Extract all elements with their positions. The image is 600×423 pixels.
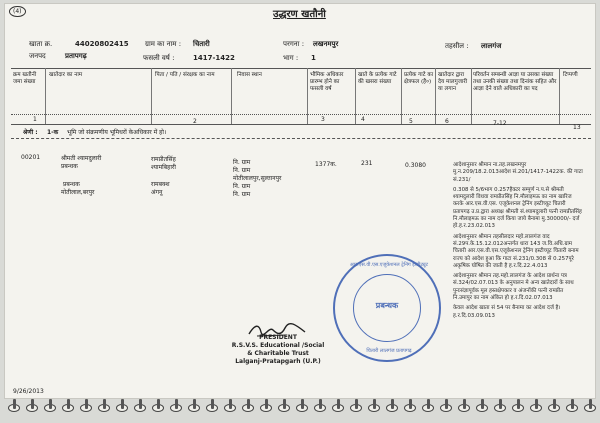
binding-wire-icon (247, 399, 250, 409)
owner1-place2: नि. ग्राम (233, 167, 251, 174)
shreni-code: 1-क (47, 129, 59, 136)
stamp-bottom-text: चितारी लालगंज प्रतापगढ़ (366, 348, 412, 354)
spiral-binding (0, 399, 600, 423)
shreni-rule (11, 138, 591, 139)
binding-wire-icon (409, 399, 412, 409)
col-divider (307, 68, 308, 124)
corner-mark: (4) (9, 6, 26, 17)
col-divider (45, 68, 46, 124)
owner2-father2: अंगनू (151, 189, 163, 196)
entry-serial: 00201 (21, 154, 41, 161)
owner1-role: प्रबन्धक (61, 163, 78, 170)
remark-entry: केवल आदेश खाता सं 54 पर बैनामा का आदेश दर्ज है। ह.र.दि.03.09.013 (453, 305, 561, 319)
col-number: 5 (409, 118, 413, 125)
gata-number: 231 (361, 160, 373, 167)
binding-wire-icon (193, 399, 196, 409)
seal-line: & Charitable Trust (247, 350, 309, 357)
col-header-niwas: निवास स्थान (237, 72, 262, 78)
page-title: उद्धरण खतौनी (273, 9, 326, 20)
binding-wire-icon (283, 399, 286, 409)
col-divider (231, 68, 232, 124)
owner2-name: प्रबन्धक (63, 181, 80, 188)
binding-wire-icon (85, 399, 88, 409)
print-date: 9/26/2013 (13, 388, 44, 395)
col-number: 13 (573, 124, 581, 131)
col-number: 1 (33, 116, 37, 123)
khatauni-document (4, 3, 596, 399)
tehsil-value: लालगंज (481, 42, 502, 50)
col-divider (355, 68, 356, 124)
fasli-value: 1417-1422 (193, 54, 235, 62)
col-number: 3 (321, 116, 325, 123)
binding-wire-icon (463, 399, 466, 409)
binding-wire-icon (355, 399, 358, 409)
seal-line: R.S.V.S. Educational /Social (231, 342, 325, 349)
col-divider (401, 68, 402, 124)
binding-wire-icon (67, 399, 70, 409)
owner2-place3: नि. ग्राम (233, 191, 251, 198)
owner1-place1: नि. ग्राम (233, 159, 251, 166)
binding-wire-icon (121, 399, 124, 409)
trust-seal (213, 334, 343, 366)
binding-wire-icon (265, 399, 268, 409)
seal-line: Lalganj-Pratapgarh (U.P.) (235, 358, 321, 365)
seal-line: PRESIDENT (259, 334, 297, 341)
gram-label: ग्राम का नाम : (145, 40, 182, 48)
binding-wire-icon (31, 399, 34, 409)
janpad-value: प्रतापगढ़ (65, 52, 87, 60)
owner2-father: रामबक्श (151, 181, 170, 188)
col-divider (471, 68, 472, 124)
binding-wire-icon (517, 399, 520, 409)
binding-wire-icon (229, 399, 232, 409)
janpad-label: जनपद (29, 52, 46, 60)
pargana-label: परगना : (283, 40, 305, 48)
col-header-bhoomi: भौमिक अधिकार प्रारम्भ होने का फसली वर्ष (310, 72, 344, 92)
col-header-tippani: टिप्पणी (563, 72, 578, 78)
binding-wire-icon (13, 399, 16, 409)
binding-wire-icon (535, 399, 538, 409)
table-top-rule (11, 68, 591, 69)
remark-entry: 0.308 से 5/6भाग 0.257हैक्टर सम्पूर्ण न.प.से श्रीमती श्यामदुलारी विधवा रामप्रीतसिंह नि.मौलाइमऊ का नाम खारिज करके आर.एस.वी.एस. एजूकेशनल ट्रेनिंग इस्टीच्यूट चितारी प्रतापगढ़ उ.प्र.द्वारा अध्यक्ष श्रीमती सं.श्यामदुलारी पत्नी रामप्रीतसिंह नि.मौलाइमऊ का नाम दर्ज किया जाये बैनामा मु.300000/- दर्ज हो.ह.र.23.02.013 (453, 186, 582, 230)
col-divider (151, 68, 152, 124)
binding-wire-icon (571, 399, 574, 409)
binding-wire-icon (103, 399, 106, 409)
owner2-place2: नि. ग्राम (233, 183, 251, 190)
binding-wire-icon (553, 399, 556, 409)
area-value: 0.3080 (405, 162, 426, 169)
binding-wire-icon (49, 399, 52, 409)
owner2-extra: मोतीलाल,बरपुर (61, 189, 95, 196)
owner1-father2: श्यामबिहारी (151, 164, 176, 171)
col-header-khatedar: खातेदार का नाम (49, 72, 83, 78)
bhag-label: भाग : (283, 54, 299, 62)
col-header-kshetra: प्रत्येक गाटे का क्षेत्रफल (है०) (404, 72, 434, 85)
col-number: 6 (445, 118, 449, 125)
col-header-serial: क्रम खतौनी जमा संख्या (13, 72, 37, 85)
col-header-lagaan: खातेदार द्वारा देय मालगुजारी या लगान (438, 72, 468, 92)
binding-wire-icon (589, 399, 592, 409)
remarks-column (453, 162, 583, 323)
binding-wire-icon (301, 399, 304, 409)
col-divider (435, 68, 436, 124)
table-header-rule (11, 114, 591, 115)
col-header-pita: पिता / पति / संरक्षक का नाम (155, 72, 215, 78)
fasli-label: फसली वर्ष : (143, 54, 175, 62)
col-number: 2 (193, 118, 197, 125)
binding-wire-icon (157, 399, 160, 409)
col-divider (559, 68, 560, 124)
remark-entry: आदेशानुसार श्रीमान तहसीलदार महो.लालगंज वाद सं.29प.के.15.12.012अन्तर्गत धारा 143 ज.वि.अधि.ग्राम चितारी आर.एस.वी.एस.एजूकेशनल ट्रेनिंग इस्टीच्यूट चितारी बनाम राज्य को आदेश हुआ कि गाटा सं.231/0.308 से 0.257पूरे अकृषिक घोषित की जाती है ह.र.दि.22.4.013 (453, 233, 579, 269)
binding-wire-icon (499, 399, 502, 409)
binding-wire-icon (337, 399, 340, 409)
binding-wire-icon (319, 399, 322, 409)
binding-wire-icon (373, 399, 376, 409)
stamp-center-text: प्रबन्धक (375, 301, 399, 310)
col-number: 4 (361, 116, 365, 123)
owner2-place1: मोतीलालपुर,सुल्तानपुर (233, 175, 282, 182)
bhag-value: 1 (311, 54, 316, 62)
shreni-label: श्रेणी : (23, 129, 38, 136)
binding-wire-icon (391, 399, 394, 409)
binding-wire-icon (445, 399, 448, 409)
shreni-desc: भूमि जो संक्रमणीय भूमिधरों केअधिकार में हो। (67, 129, 167, 136)
owner1-name: श्रीमती श्यामदुलारी (61, 155, 102, 162)
binding-wire-icon (139, 399, 142, 409)
col-header-gata: खाते के प्रत्येक गाटे की खसरा संख्या (358, 72, 397, 85)
binding-wire-icon (481, 399, 484, 409)
pargana-value: लखनमपुर (313, 40, 339, 48)
binding-wire-icon (211, 399, 214, 409)
khata-label: खाता क्र. (29, 40, 53, 48)
binding-wire-icon (175, 399, 178, 409)
col-number: 7-12 (493, 120, 507, 127)
owner1-father: रामप्रीतसिंह (151, 156, 176, 163)
gram-value: चितारी (193, 40, 210, 48)
bhoomi-year: 1377क. (315, 161, 337, 168)
remark-entry: आदेशानुसार श्रीमान ना.तह.लखनमपुर मु.न.209/18.2.013आदेश सं.201/1417-1422क. की गाटा सं.231/ (453, 162, 583, 183)
remark-entry: आदेशानुसार श्रीमान तह.महो.लालगंज के आदेश प्रार्थना पत्र सं.324/02.07.013 के अनुपालन मे अन्य खातेदारों के साथ पुनःसंज्ञापूर्वक मूल हस्तक्षेपकार व अंजनोंकी पत्नी रामप्रीत नि.उमापुर का नाम अंकित हो ह.र.दि.02.07.013 (453, 273, 574, 302)
binding-wire-icon (427, 399, 430, 409)
stamp-ring-text: आर.एस.वी.एस.एजूकेशनल ट्रेनिंग इंस्टीट्यूट (349, 262, 429, 268)
khata-value: 44020802415 (75, 40, 129, 48)
col-header-parivartan: परिवर्तन सम्बन्धी आज्ञा या उसका संख्या तथा उनकी संख्या तथा दिनांक सहित और आज्ञा देने वाले अधिकारी का पद (473, 72, 557, 92)
official-stamp (333, 254, 441, 362)
tehsil-label: तहसील : (445, 42, 469, 50)
